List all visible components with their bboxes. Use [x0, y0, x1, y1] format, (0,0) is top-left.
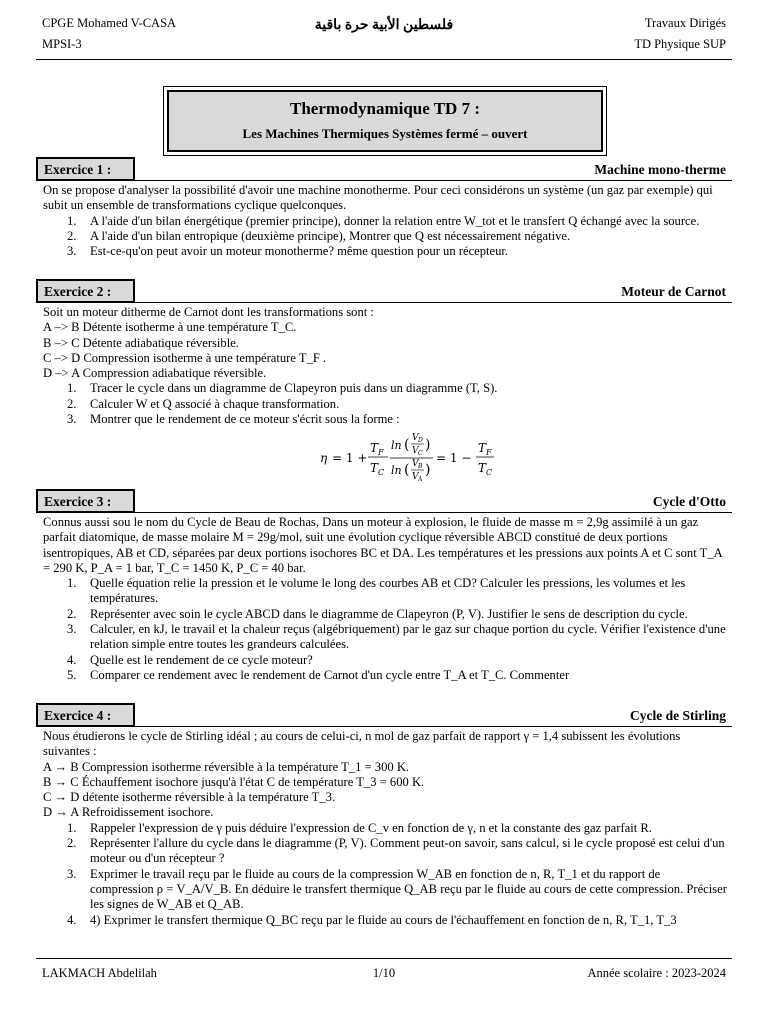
list-item: 1. Tracer le cycle dans un diagramme de Clapeyron puis dans un diagramme (T, S). [67, 381, 498, 396]
exercise-3-header [36, 489, 732, 513]
list-item: 1. Rappeler l'expression de γ puis déduire l'expression de C_v en fonction de γ, n et la constante des gaz parfait R. [67, 820, 652, 835]
doc-type: Travaux Dirigés [644, 16, 726, 30]
svg-text:D: D [418, 437, 423, 444]
svg-text:V: V [412, 459, 419, 469]
exercise-3-questions [67, 576, 727, 683]
svg-text:V: V [412, 433, 419, 443]
svg-text:ln: ln [391, 439, 402, 452]
title-frame [163, 86, 607, 156]
exercise-1-questions [67, 214, 727, 260]
svg-text:): ) [425, 462, 431, 478]
list-item: 3. Montrer que le rendement de ce moteur s'écrit sous la forme : [67, 412, 400, 427]
svg-text:T: T [478, 461, 487, 475]
list-item: 2. Représenter avec soin le cycle ABCD dans le diagramme de Clapeyron (P, V). Justifier le sens de description du cycle. [67, 606, 688, 621]
transformation-step: D –> A Compression adiabatique réversible. [43, 366, 267, 381]
svg-text:C: C [378, 468, 385, 477]
exercise-3-intro: Connus aussi sou le nom du Cycle de Beau de Rochas, Dans un moteur à explosion, le fluide de masse m = 2,9g assimilé à un gaz parfait diatomique, de masse molaire M = 29g/mol, suit une évolution cyclique réversible ABCD constitué de deux portions isentropiques, AB et CD, séparées par deux portions isochores BC et DA. Les températures et les pressions aux points A et C sont T_A = 290 K, P_A = 1 bar, T_C = 1450 K, P_C = 40 bar. [43, 515, 723, 575]
exercise-3-body [43, 515, 727, 683]
page-subtitle: Les Machines Thermiques Systèmes fermé – ouvert [242, 126, 528, 141]
footer-author: LAKMACH Abdelilah [42, 966, 157, 980]
exercise-2-header [36, 279, 732, 303]
exercise-4-questions [67, 821, 727, 928]
svg-text:V: V [412, 446, 419, 456]
school-name: CPGE Mohamed V-CASA [42, 16, 177, 30]
transformation-step: C –> D Compression isotherme à une température T_F . [43, 350, 327, 365]
exercise-4-intro: Nous étudierons le cycle de Stirling idéal ; au cours de celui-ci, n mol de gaz parfait de rapport γ = 1,4 subissent les évolutions suivantes : [43, 729, 681, 759]
transformation-step: D → A Refroidissement isochore. [43, 805, 214, 820]
exercise-1-title: Machine mono-therme [594, 162, 726, 177]
exercise-2-title: Moteur de Carnot [621, 284, 726, 299]
list-item: 4. 4) Exprimer le transfert thermique Q_BC reçu par le fluide au cours de l'échauffement en fonction de n, R, T_1, T_3 [67, 912, 677, 927]
list-item: 3. Est-ce-qu'on peut avoir un moteur monotherme? même question pour un récepteur. [67, 244, 509, 259]
page-number: 1/10 [372, 966, 396, 980]
list-item: 3. Calculer, en kJ, le travail et la chaleur reçus (algébriquement) par le gaz sur chaque portion du cycle. Vérifier l'existence d'une relation simple entre toutes les grandeurs calculées. [67, 622, 726, 652]
svg-text:C: C [418, 450, 423, 457]
exercise-4-label: Exercice 4 : [36, 703, 135, 727]
page-title: Thermodynamique TD 7 : [289, 99, 480, 118]
list-item: 2. Représenter l'allure du cycle dans le diagramme (P, V). Comment peut-on savoir, sans calcul, si le cycle proposé est celui d'un moteur ou d'un récepteur ? [67, 836, 725, 866]
course-name: TD Physique SUP [634, 37, 726, 51]
header-center-text: فلسطين الأبية حرة باقية [314, 18, 454, 33]
transformation-step: B → C Échauffement isochore jusqu'à l'état C de température T_3 = 600 K. [43, 774, 425, 789]
svg-text:V: V [412, 472, 419, 482]
carnot-efficiency-formula [320, 428, 496, 490]
transformation-step: A –> B Détente isotherme à une température T_C. [43, 320, 297, 335]
svg-text:= 1 −: = 1 − [436, 451, 472, 465]
svg-text:(: ( [404, 462, 410, 478]
exercise-2-intro: Soit un moteur ditherme de Carnot dont les transformations sont : [43, 305, 374, 319]
exercise-1-body [43, 183, 727, 259]
exercise-4-header [36, 703, 732, 727]
transformation-step: C → D détente isotherme réversible à la température T_3. [43, 790, 336, 805]
exercise-4-body [43, 729, 727, 928]
footer-divider [36, 958, 732, 959]
exercise-3-label: Exercice 3 : [36, 489, 135, 513]
transformation-step: B –> C Détente adiabatique réversible. [43, 335, 239, 350]
list-item: 1. A l'aide d'un bilan énergétique (premier principe), donner la relation entre W_tot et le transfert Q échangé avec la source. [67, 213, 700, 228]
header-right [634, 16, 726, 58]
svg-text:F: F [486, 448, 492, 457]
list-item: 5. Comparer ce rendement avec le rendement de Carnot d'un cycle entre T_A et T_C. Commenter [67, 667, 570, 682]
svg-text:T: T [478, 441, 487, 455]
header-divider [36, 59, 732, 60]
svg-text:T: T [370, 461, 379, 475]
list-item: 2. Calculer W et Q associé à chaque transformation. [67, 396, 340, 411]
exercise-1-label: Exercice 1 : [36, 157, 135, 181]
svg-text:η: η [320, 451, 328, 465]
svg-text:A: A [418, 476, 423, 483]
exercise-1-intro: On se propose d'analyser la possibilité d'avoir une machine monotherme. Pour ceci considérons un système (un gaz par exemple) qui subit un ensemble de transformations cyclique quelconques. [43, 183, 713, 213]
svg-text:B: B [418, 463, 423, 470]
footer-year: Année scolaire : 2023-2024 [587, 966, 726, 980]
transformation-step: A → B Compression isotherme réversible à la température T_1 = 300 K. [43, 759, 410, 774]
svg-text:(: ( [404, 437, 410, 453]
list-item: 3. Exprimer le travail reçu par le fluide au cours de la compression W_AB en fonction de n, R, T_1 et du rapport de compression ρ = V_A/V_B. En déduire le transfert thermique Q_AB reçu par le fluide au cours de cette compression. Préciser les signes de W_AB et Q_AB. [67, 866, 727, 912]
exercise-3-title: Cycle d'Otto [652, 494, 726, 509]
list-item: 4. Quelle est le rendement de ce cycle moteur? [67, 652, 313, 667]
svg-text:C: C [486, 468, 493, 477]
exercise-4-title: Cycle de Stirling [630, 708, 726, 723]
class-name: MPSI-3 [42, 37, 82, 51]
svg-text:= 1 +: = 1 + [332, 451, 368, 465]
exercise-2-label: Exercice 2 : [36, 279, 135, 303]
list-item: 1. Quelle équation relie la pression et le volume le long des courbes AB et CD? Calculer les pressions, les volumes et les températures. [67, 576, 686, 606]
svg-text:T: T [370, 441, 379, 455]
exercise-2-body [43, 305, 727, 427]
svg-text:F: F [378, 448, 384, 457]
title-box [167, 90, 603, 152]
exercise-1-header [36, 157, 732, 181]
exercise-2-questions [67, 381, 727, 427]
list-item: 2. A l'aide d'un bilan entropique (deuxième principe), Montrer que Q est nécessairement négative. [67, 228, 571, 243]
svg-text:): ) [425, 437, 431, 453]
svg-text:ln: ln [391, 464, 402, 477]
